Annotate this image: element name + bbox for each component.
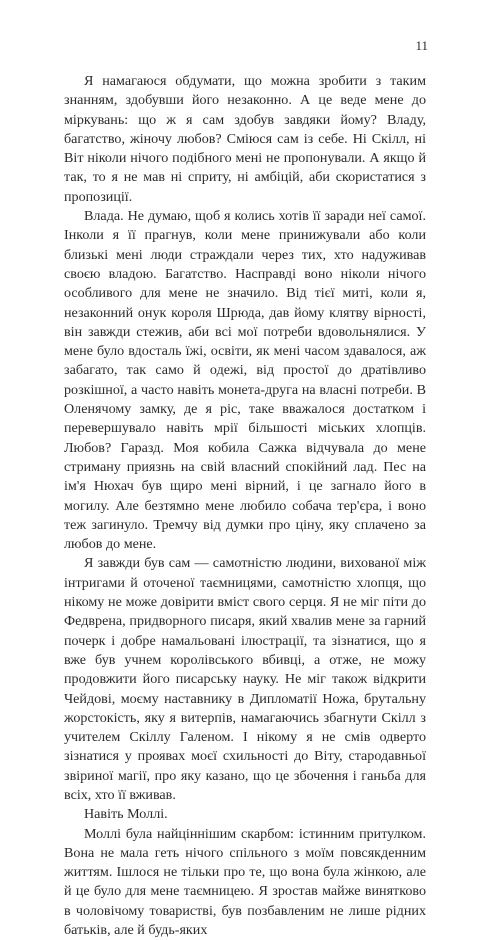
paragraph: Я намагаюся обдумати, що можна зробити з таким знанням, здобувши його незаконно. А це веде мене до міркувань: що ж я сам здобув завдяки йому? Владу, багатство, жіночу любов? Сміюся сам із себе. Ні Скілл, ні Віт ніколи нічого подібного мені не пропонували. А якщо й так, то я не мав ні сприту, ні амбіцій, аби скористатися з пропозиції. [64, 73, 426, 205]
page-number: 11 [415, 38, 428, 53]
paragraph: Моллі була найціннішим скарбом: істинним притулком. Вона не мала геть нічого спільного з моїм повсякденним життям. Ішлося не тільки про те, що вона була жінкою, але й це було для мене таємницею. Я зростав майже винятково в чоловічому товаристві, був позбавленим не лише рідних батьків, але й будь-яких [64, 825, 426, 939]
body-text [64, 72, 426, 940]
paragraph: Я завжди був сам — самотністю людини, вихованої між інтригами й оточеної таємницями, самотністю хлопця, що нікому не може довірити вміст свого серця. Я не міг піти до Федврена, придворного писаря, який хвалив мене за гарний почерк і добре намальовані ілюстрації, та зізнатися, що я вже був учнем королівського вбивці, а отже, не можу продовжити його писарську науку. Не міг також відкрити Чейдові, моєму наставнику в Дипломатії Ножа, брутальну жорстокість, яку я витерпів, намагаючись збагнути Скілл з учителем Скіллу Галеном. І нікому я не смів одверто зізнатися у проявах моєї схильності до Віту, стародавньої звіриної магії, про яку казано, що це збочення і ганьба для всіх, хто її вживав. [64, 555, 426, 803]
paragraph: Навіть Моллі. [84, 806, 168, 823]
paragraph: Влада. Не думаю, щоб я колись хотів її заради неї самої. Інколи я її прагнув, коли мене принижували або коли близькі мені люди страждали через тих, хто надуживав своєю владою. Багатство. Насправді воно ніколи нічого особливого для мене не значило. Від тієї миті, коли я, незаконний онук короля Шрюда, дав йому клятву вірності, він завжди стежив, аби всі мої потреби вдовольнялися. У мене було вдосталь їжі, освіти, як мені часом здавалося, аж забагато, так само й одежі, від простої до дратівливо розкішної, а часто навіть монета-друга на власні потреби. В Оленячому замку, де я ріс, таке вважалося достатком і перевершувало навіть мрії більшості міських хлопців. Любов? Гаразд. Моя кобила Сажка відчувала до мене стриману приязнь на свій власний спокійний лад. Пес на ім'я Нюхач був щиро мені вірний, і це загнало його в могилу. Але безтямно мене любило собача тер'єра, і воно теж загинуло. Тремчу від думки про ціну, яку сплачено за любов до мене. [64, 208, 426, 553]
